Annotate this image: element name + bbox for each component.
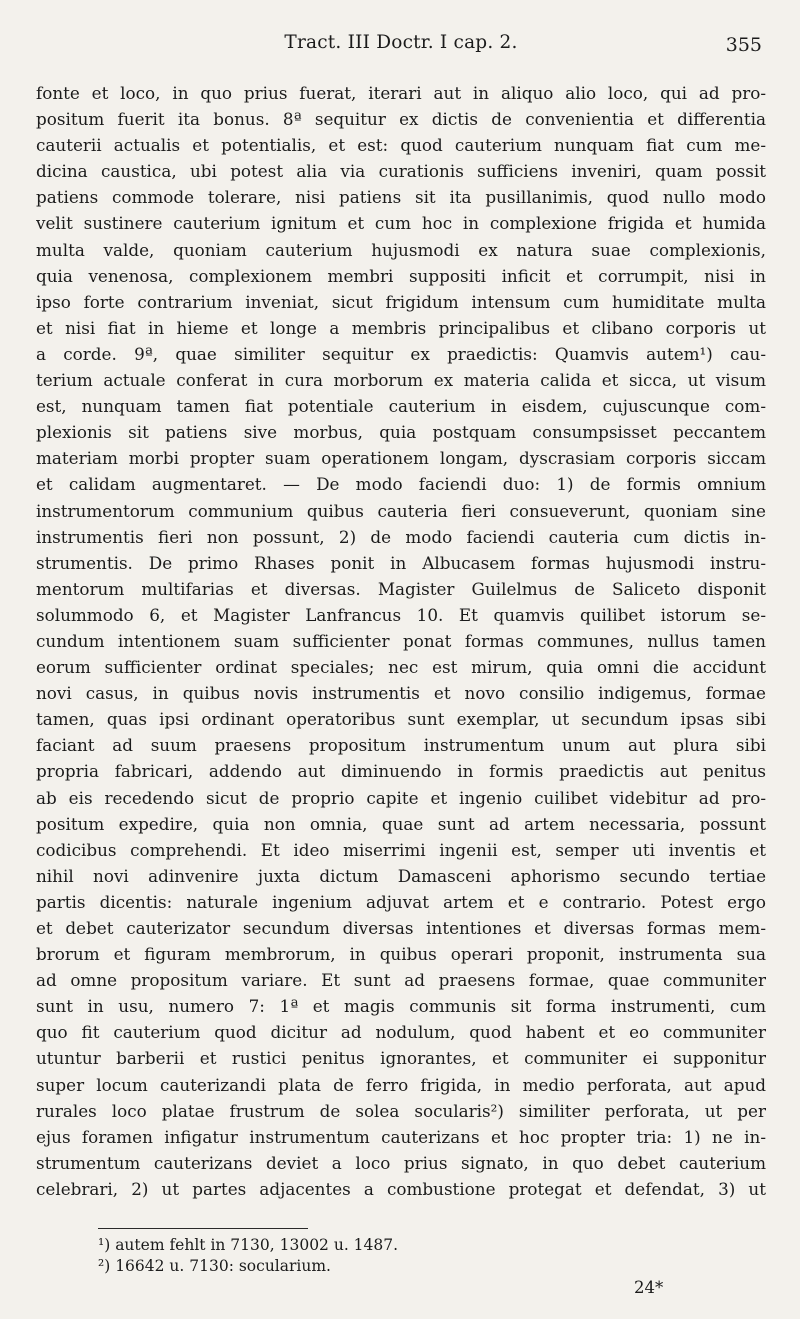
text-line: plexionis sit patiens sive morbus, quia postquam consumpsisset peccantem	[36, 422, 766, 443]
text-line: codicibus comprehendi. Et ideo miserrimi ingenii est, semper uti inventis et	[36, 839, 766, 860]
text-line: est, nunquam tamen fiat potentiale cauterium in eisdem, cujuscunque com-	[36, 396, 766, 417]
text-line: et calidam augmentaret. — De modo faciendi duo: 1) de formis omnium	[36, 474, 766, 495]
text-line: ad omne propositum variare. Et sunt ad praesens formae, quae communiter	[36, 970, 766, 991]
text-line: patiens commode tolerare, nisi patiens sit ita pusillanimis, quod nullo modo	[36, 187, 766, 208]
text-line: tamen, quas ipsi ordinant operatoribus sunt exemplar, ut secundum ipsas sibi	[36, 709, 766, 730]
footnote-1: ¹) autem fehlt in 7130, 13002 u. 1487.	[98, 1236, 399, 1255]
text-line: terium actuale conferat in cura morborum ex materia calida et sicca, ut visum	[36, 370, 766, 391]
text-line: faciant ad suum praesens propositum instrumentum unum aut plura sibi	[36, 735, 766, 756]
text-line: et nisi fiat in hieme et longe a membris principalibus et clibano corporis ut	[36, 317, 766, 338]
text-line: utuntur barberii et rustici penitus ignorantes, et communiter ei supponitur	[36, 1048, 766, 1069]
text-line: positum expedire, quia non omnia, quae sunt ad artem necessaria, possunt	[36, 813, 766, 834]
text-line: ejus foramen infigatur instrumentum cauterizans et hoc propter tria: 1) ne in-	[36, 1126, 766, 1147]
text-line: strumentum cauterizans deviet a loco prius signato, in quo debet cauterium	[36, 1152, 766, 1173]
text-line: novi casus, in quibus novis instrumentis et novo consilio indigemus, formae	[36, 683, 766, 704]
text-line: quo fit cauterium quod dicitur ad nodulum, quod habent et eo communiter	[36, 1022, 766, 1043]
text-line: partis dicentis: naturale ingenium adjuvat artem et e contrario. Potest ergo	[36, 891, 766, 912]
text-line: sunt in usu, numero 7: 1ª et magis communis sit forma instrumenti, cum	[36, 996, 766, 1017]
text-line: super locum cauterizandi plata de ferro frigida, in medio perforata, aut apud	[36, 1074, 766, 1095]
text-line: positum fuerit ita bonus. 8ª sequitur ex dictis de convenientia et differentia	[36, 109, 766, 130]
text-line: dicina caustica, ubi potest alia via curationis sufficiens inveniri, quam possit	[36, 161, 766, 182]
body-text	[36, 80, 766, 1202]
signature-mark: 24*	[634, 1278, 664, 1297]
text-line: a corde. 9ª, quae similiter sequitur ex praedictis: Quamvis autem¹) cau-	[36, 343, 766, 364]
footnote-2: ²) 16642 u. 7130: socularium.	[98, 1257, 331, 1276]
text-line: nihil novi adinvenire juxta dictum Damasceni aphorismo secundo tertiae	[36, 865, 766, 886]
text-line: fonte et loco, in quo prius fuerat, iterari aut in aliquo alio loco, qui ad pro-	[36, 83, 766, 103]
text-line: eorum sufficienter ordinat speciales; nec est mirum, quia omni die accidunt	[36, 657, 766, 678]
text-line: strumentis. De primo Rhases ponit in Albucasem formas hujusmodi instru-	[36, 552, 766, 573]
running-title: Tract. III Doctr. I cap. 2.	[284, 32, 518, 53]
text-line: multa valde, quoniam cauterium hujusmodi ex natura suae complexionis,	[36, 239, 766, 260]
text-line: rurales loco platae frustrum de solea socularis²) similiter perforata, ut per	[36, 1100, 766, 1121]
text-line: mentorum multifarias et diversas. Magister Guilelmus de Saliceto disponit	[36, 578, 766, 599]
text-line: instrumentis fieri non possunt, 2) de modo faciendi cauteria cum dictis in-	[36, 526, 766, 547]
text-line: quia venenosa, complexionem membri suppositi inficit et corrumpit, nisi in	[36, 265, 766, 286]
text-line: et debet cauterizator secundum diversas intentiones et diversas formas mem-	[36, 918, 766, 938]
text-line: propria fabricari, addendo aut diminuendo in formis praedictis aut penitus	[36, 761, 766, 782]
running-head	[36, 30, 766, 64]
page-number: 355	[725, 34, 762, 56]
text-line: cauterii actualis et potentialis, et est: quod cauterium nunquam fiat cum me-	[36, 135, 766, 156]
text-line: celebrari, 2) ut partes adjacentes a combustione protegat et defendat, 3) ut	[36, 1178, 766, 1199]
text-line: brorum et figuram membrorum, in quibus operari proponit, instrumenta sua	[36, 944, 766, 965]
text-line: cundum intentionem suam sufficienter ponat formas communes, nullus tamen	[36, 630, 766, 651]
text-line: solummodo 6, et Magister Lanfrancus 10. Et quamvis quilibet istorum se-	[36, 604, 766, 625]
text-line: velit sustinere cauterium ignitum et cum hoc in complexione frigida et humida	[36, 213, 766, 234]
text-line: instrumentorum communium quibus cauteria fieri consueverunt, quoniam sine	[36, 500, 766, 521]
footnotes	[36, 1235, 766, 1277]
text-line: ipso forte contrarium inveniat, sicut frigidum intensum cum humiditate multa	[36, 291, 766, 312]
text-line: materiam morbi propter suam operationem longam, dyscrasiam corporis siccam	[36, 448, 766, 469]
footnote-divider	[98, 1228, 308, 1229]
text-line: ab eis recedendo sicut de proprio capite et ingenio cuilibet videbitur ad pro-	[36, 787, 766, 808]
